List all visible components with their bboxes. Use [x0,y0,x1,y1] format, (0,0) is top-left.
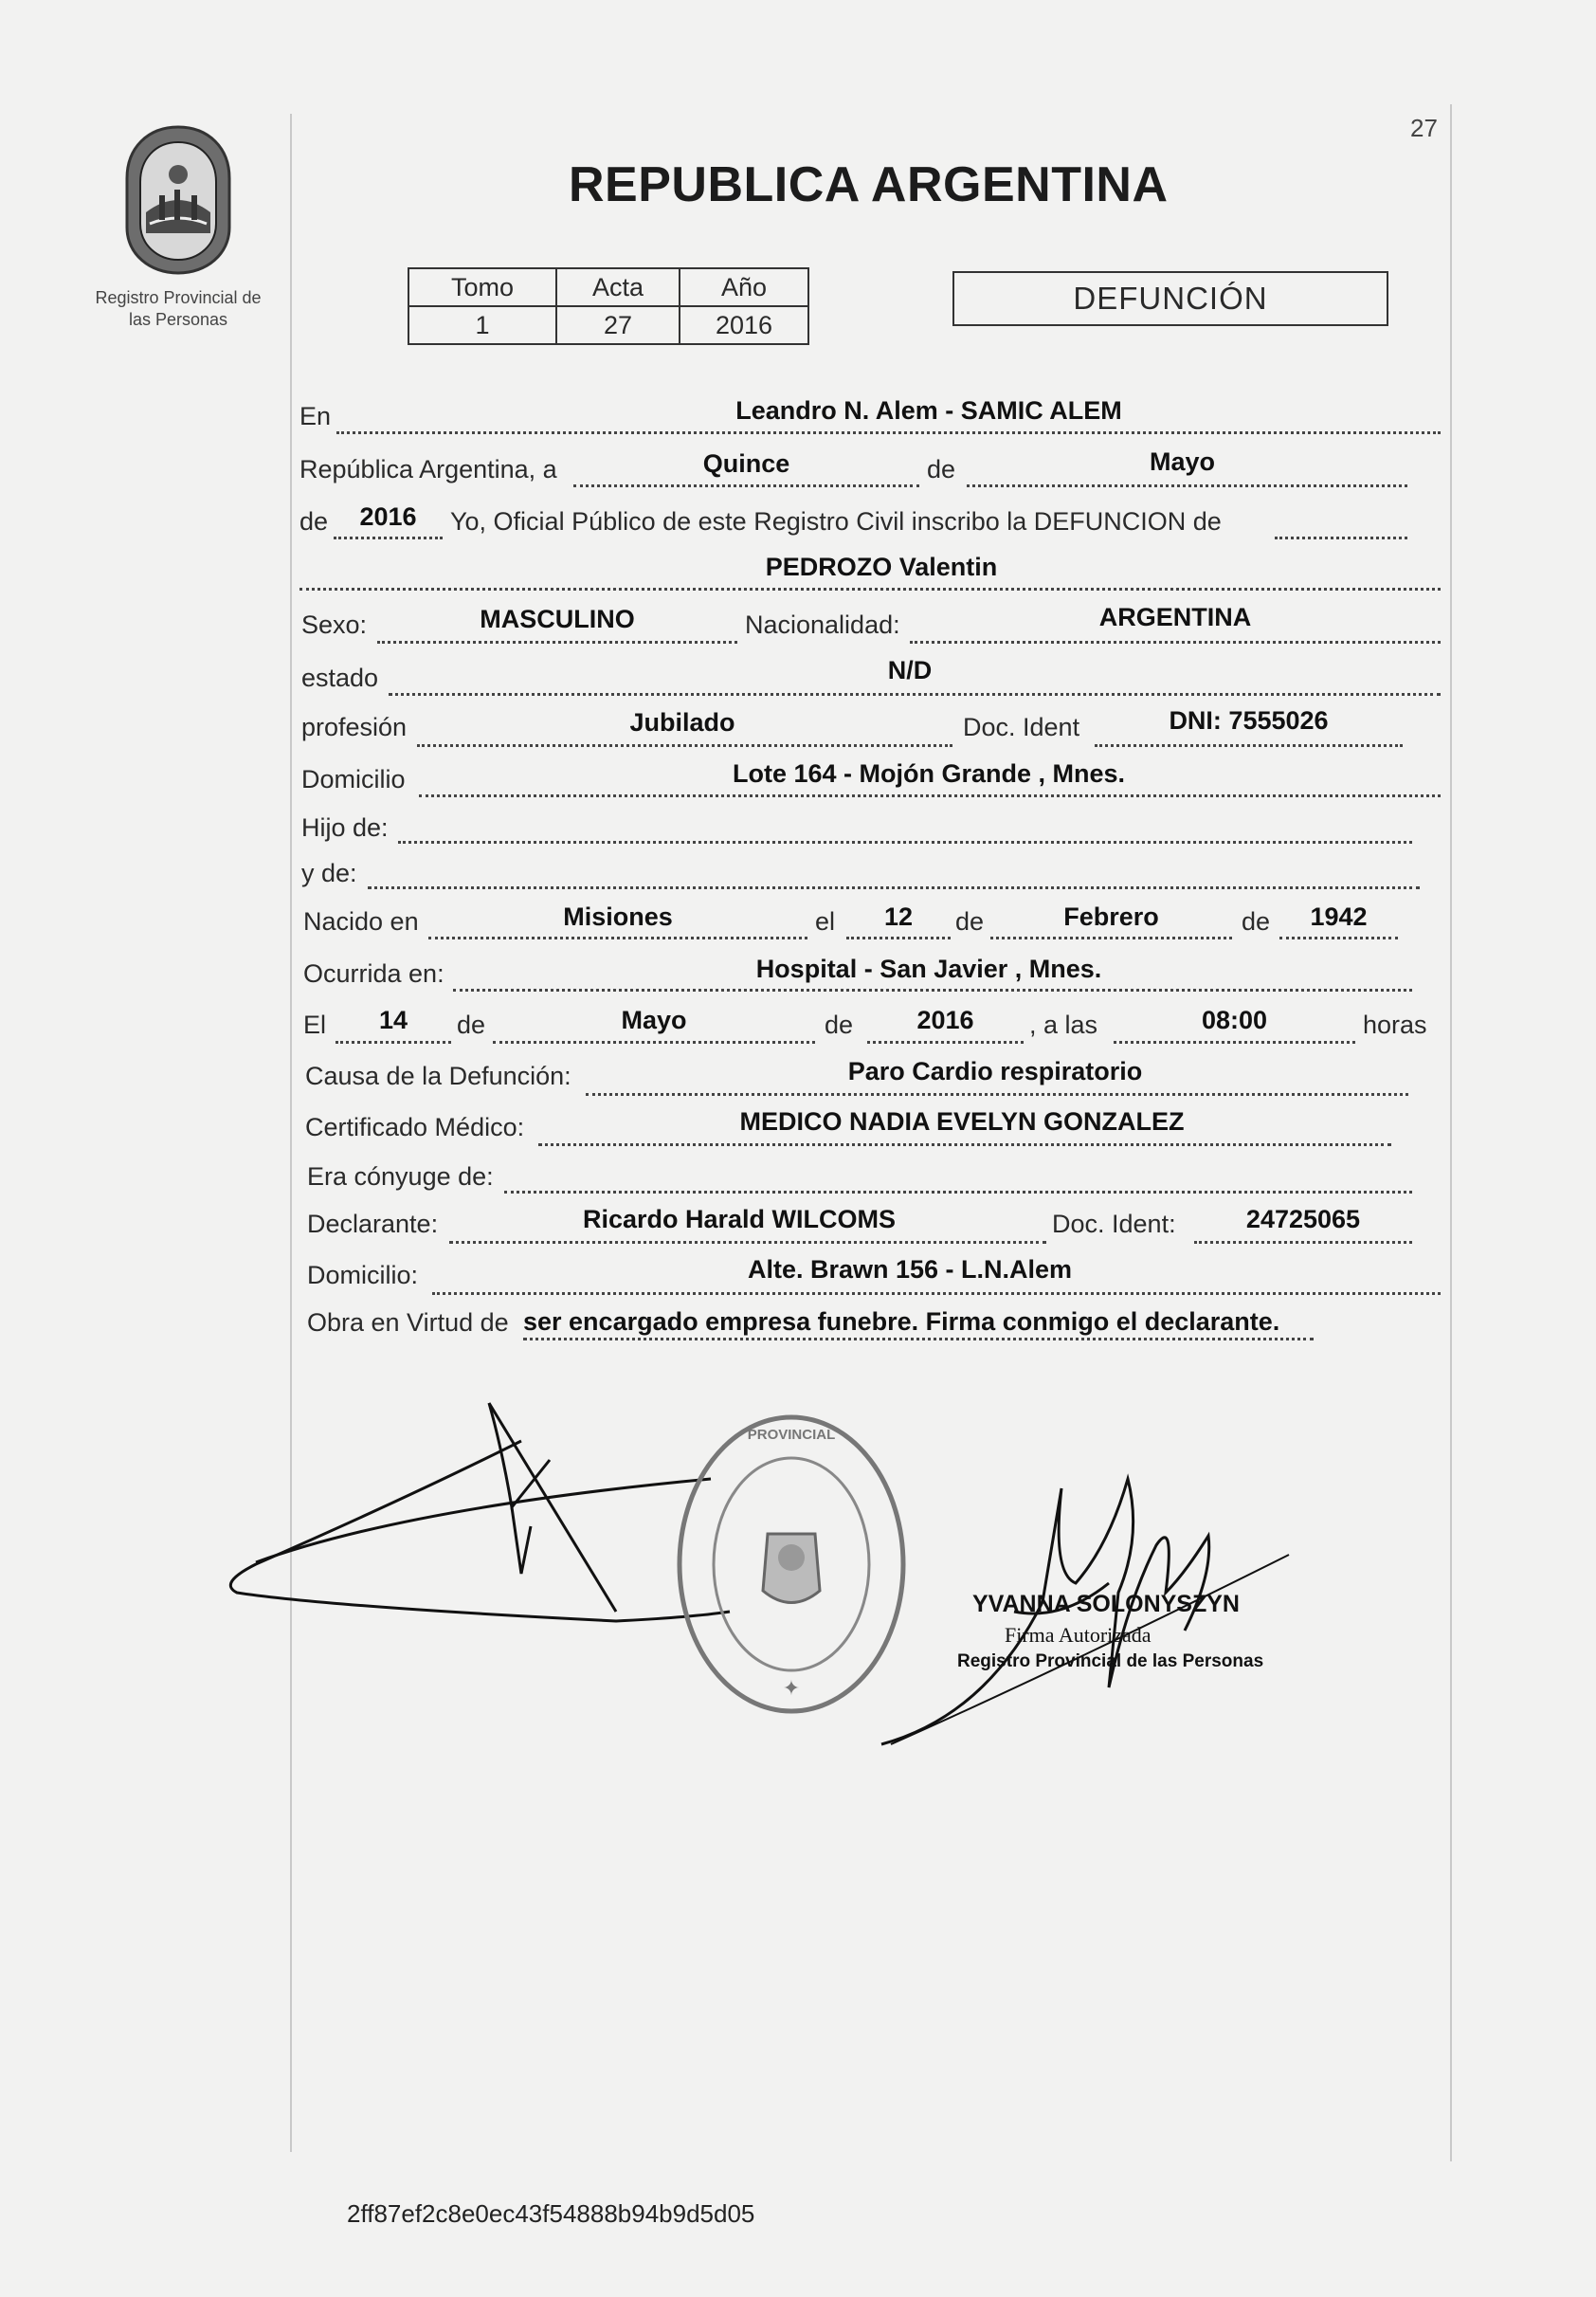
declarante-line [449,1241,1046,1244]
obra-label: Obra en Virtud de [307,1308,509,1337]
anio-value: 2016 [680,306,808,344]
domicilio-label: Domicilio [301,765,406,793]
official-name: YVANNA SOLONYSZYN [972,1591,1240,1617]
hijo-de-line [398,841,1412,844]
el-label: el [815,907,836,936]
record-type-box: DEFUNCIÓN [952,271,1388,326]
death-month-line [493,1041,815,1044]
certificado-value: MEDICO NADIA EVELYN GONZALEZ [739,1107,1185,1136]
certificado-line [538,1143,1391,1146]
birth-year-value: 1942 [1310,902,1368,931]
de6-label: de [825,1011,854,1039]
conyuge-line [504,1191,1412,1194]
domicilio-line [419,794,1441,797]
causa-label: Causa de la Defunción: [305,1062,571,1090]
death-day-line [336,1041,451,1044]
day-value: Quince [702,449,790,478]
nacido-value: Misiones [563,902,673,931]
left-margin-line [290,114,292,2152]
sexo-line [377,641,737,644]
de4-label: de [1242,907,1271,936]
en-line [336,431,1441,434]
estado-label: estado [301,664,379,692]
day-line [573,484,919,487]
logo-caption [82,287,275,331]
year-line [334,537,443,539]
republica-label: República Argentina, a [299,455,557,483]
acta-value: 27 [556,306,680,344]
domicilio-value: Lote 164 - Mojón Grande , Mnes. [732,759,1126,788]
sexo-value: MASCULINO [480,605,635,633]
death-day-value: 14 [378,1006,408,1034]
birth-day-line [846,937,951,939]
birth-day-value: 12 [883,902,914,931]
declarante-label: Declarante: [307,1210,439,1238]
registry-table-header-row [408,268,808,306]
nacionalidad-value: ARGENTINA [1098,603,1252,631]
death-month-value: Mayo [621,1006,687,1034]
right-margin-line [1450,104,1452,2161]
profesion-value: Jubilado [629,708,735,737]
a-las-label: , a las [1029,1011,1098,1039]
doc-ident-value: DNI: 7555026 [1169,706,1329,735]
doc2-label: Doc. Ident: [1052,1210,1176,1238]
doc-ident-line [1095,744,1403,747]
causa-line [586,1093,1408,1096]
doc2-line [1194,1241,1412,1244]
de2-label: de [299,507,329,536]
provincia-misiones-logo [112,121,245,278]
y-de-label: y de: [301,859,357,887]
horas-label: horas [1363,1011,1427,1039]
hijo-de-label: Hijo de: [301,813,389,842]
ocurrida-value: Hospital - San Javier , Mnes. [755,955,1102,983]
inscribo-text: Yo, Oficial Público de este Registro Civil inscribo la DEFUNCION de [450,507,1222,536]
profesion-line [417,744,952,747]
official-role: Firma Autorizada [1005,1623,1152,1647]
doc-ident-label: Doc. Ident [963,713,1080,741]
y-de-line [368,886,1420,889]
obra-value: ser encargado empresa funebre. Firma conmigo el declarante. [523,1307,1280,1336]
conyuge-label: Era cónyuge de: [307,1162,494,1191]
page-number: 27 [1410,114,1438,142]
certificado-label: Certificado Médico: [305,1113,525,1141]
de1-label: de [927,455,956,483]
en-label: En [299,402,332,430]
doc2-value: 24725065 [1245,1205,1361,1233]
de5-label: de [457,1011,486,1039]
el2-label: El [303,1011,327,1039]
sexo-label: Sexo: [301,611,368,639]
nacido-line [428,937,807,939]
registry-table [408,267,809,345]
nacionalidad-line [910,641,1441,644]
de3-label: de [955,907,985,936]
birth-month-line [990,937,1232,939]
domicilio2-value: Alte. Brawn 156 - L.N.Alem [747,1255,1073,1284]
domicilio2-label: Domicilio: [307,1261,419,1289]
birth-month-value: Febrero [1063,902,1159,931]
tomo-header: Tomo [408,268,556,306]
birth-year-line [1279,937,1398,939]
month-value: Mayo [1149,447,1216,476]
declarante-value: Ricardo Harald WILCOMS [582,1205,897,1233]
domicilio2-line [432,1292,1441,1295]
document-title: REPUBLICA ARGENTINA [569,157,1169,212]
nacionalidad-label: Nacionalidad: [745,611,900,639]
svg-text:✦: ✦ [782,1676,801,1700]
official-office: Registro Provincial de las Personas [957,1651,1264,1671]
death-year-line [867,1041,1024,1044]
death-year-value: 2016 [916,1006,974,1034]
estado-value: N/D [887,656,933,684]
tomo-value: 1 [408,306,556,344]
document-hash: 2ff87ef2c8e0ec43f54888b94b9d5d05 [347,2199,755,2228]
name-line [299,588,1441,591]
logo-caption-line2: las Personas [128,310,228,329]
estado-line [389,693,1441,696]
causa-value: Paro Cardio respiratorio [847,1057,1143,1085]
deceased-name-value: PEDROZO Valentin [765,553,998,581]
inscribo-line [1275,537,1407,539]
anio-header: Año [680,268,808,306]
obra-line [523,1338,1314,1340]
logo-caption-line1: Registro Provincial de [95,288,262,307]
month-line [967,484,1407,487]
death-time-value: 08:00 [1201,1006,1268,1034]
death-time-line [1114,1041,1355,1044]
nacido-label: Nacido en [303,907,419,936]
registry-table-value-row [408,306,808,344]
declarante-signature [218,1394,749,1687]
profesion-label: profesión [301,713,408,741]
year-value: 2016 [359,502,417,531]
ocurrida-line [453,989,1412,992]
en-value: Leandro N. Alem - SAMIC ALEM [735,396,1122,425]
svg-text:PROVINCIAL: PROVINCIAL [747,1427,836,1443]
ocurrida-label: Ocurrida en: [303,959,444,988]
acta-header: Acta [556,268,680,306]
